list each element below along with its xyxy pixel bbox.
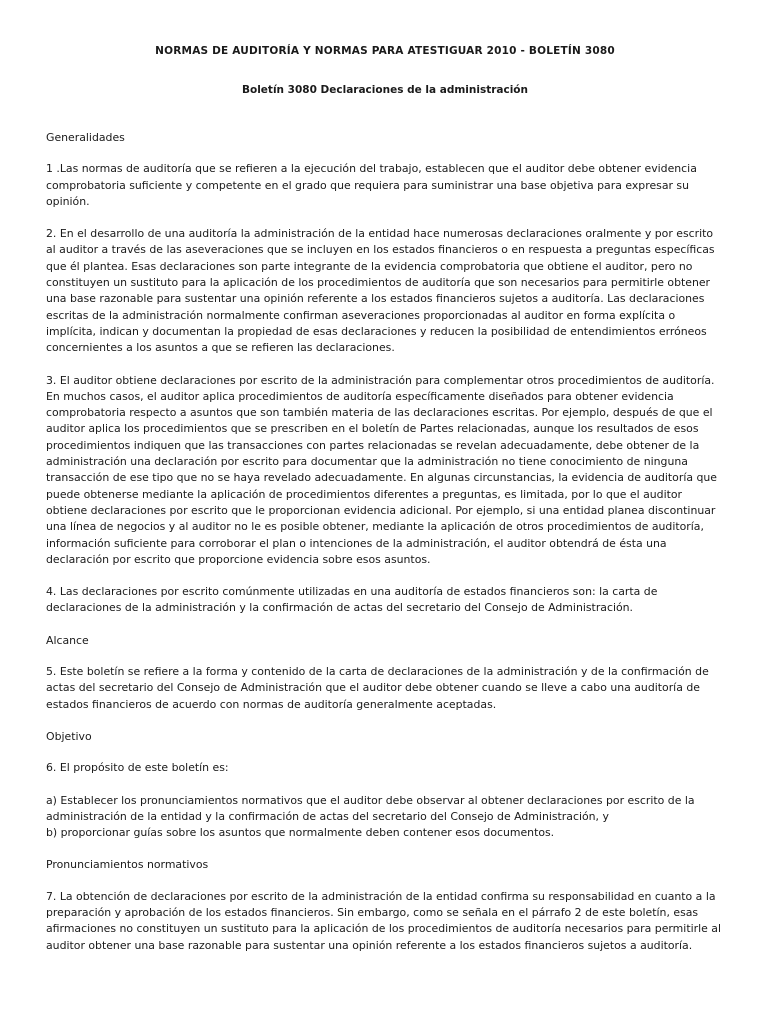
document-subtitle: Boletín 3080 Declaraciones de la administración	[241, 84, 528, 96]
section-heading-pronunciamientos: Pronunciamientos normativos	[46, 858, 209, 872]
paragraph-3: 3. El auditor obtiene declaraciones por escrito de la administración para complementar otros procedimientos de auditoría. En muchos casos, el auditor aplica procedimientos de auditoría específicamente diseñados para obtener evidencia comprobatoria respecto a asuntos que son también materia de las declaraciones escritas. Por ejemplo, después de que el auditor aplica los procedimientos que se prescriben en el boletín de Partes relacionadas, aunque los resultados de esos procedimientos indiquen que las transacciones con partes relacionadas se revelan adecuadamente, debe obtener de la administración una declaración por escrito para documentar que la administración no tiene conocimiento de ninguna transacción de ese tipo que no se haya revelado adecuadamente. En algunas circunstancias, la evidencia de auditoría que puede obtenerse mediante la aplicación de procedimientos diferentes a preguntas, es limitada, por lo que el auditor obtiene declaraciones por escrito que le proporcionan evidencia adicional. Por ejemplo, si una entidad planea discontinuar una línea de negocios y al auditor no le es posible obtener, mediante la aplicación de otros procedimientos de auditoría, información suficiente para corroborar el plan o intenciones de la administración, el auditor obtendrá de ésta una declaración por escrito que proporcione evidencia sobre esos asuntos.	[46, 373, 718, 566]
paragraph-6b: b) proporcionar guías sobre los asuntos que normalmente deben contener esos documentos.	[46, 826, 555, 840]
paragraph-1: 1 .Las normas de auditoría que se refieren a la ejecución del trabajo, establecen que el auditor debe obtener evidencia comprobatoria suficiente y competente en el grado que requiera para suministrar una base objetiva para expresar su opinión.	[46, 162, 697, 208]
section-heading-generalidades: Generalidades	[46, 131, 125, 144]
paragraph-6: 6. El propósito de este boletín es:	[46, 761, 229, 775]
paragraph-5: 5. Este boletín se refiere a la forma y contenido de la carta de declaraciones de la administración y de la confirmación de actas del secretario del Consejo de Administración que el auditor debe obtener cuando se lleve a cabo una auditoría de estados financieros de acuerdo con normas de auditoría generalmente aceptadas.	[46, 665, 709, 711]
paragraph-7: 7. La obtención de declaraciones por escrito de la administración de la entidad confirma su responsabilidad en cuanto a la preparación y aprobación de los estados financieros. Sin embargo, como se señala en el párrafo 2 de este boletín, esas afirmaciones no constituyen un sustituto para la aplicación de los procedimientos de auditoría necesarios para permitirle al auditor obtener una base razonable para sustentar una opinión referente a los estados financieros sujetos a auditoría.	[46, 889, 721, 952]
section-heading-alcance: Alcance	[46, 633, 89, 647]
document-title: NORMAS DE AUDITORÍA Y NORMAS PARA ATESTIGUAR 2010 - BOLETÍN 3080	[155, 45, 615, 57]
section-heading-objetivo: Objetivo	[46, 729, 92, 743]
paragraph-6a: a) Establecer los pronunciamientos normativos que el auditor debe observar al obtener declaraciones por escrito de la administración de la entidad y la confirmación de actas del secretario del Consejo de Administración, y	[46, 793, 695, 823]
paragraph-2: 2. En el desarrollo de una auditoría la administración de la entidad hace numerosas declaraciones oralmente y por escrito al auditor a través de las aseveraciones que se incluyen en los estados financieros o en respuesta a preguntas específicas que él plantea. Esas declaraciones son parte integrante de la evidencia comprobatoria que obtiene el auditor, pero no constituyen un sustituto para la aplicación de los procedimientos de auditoría que son necesarios para permitirle obtener una base razonable para sustentar una opinión referente a los estados financieros sujetos a auditoría. Las declaraciones escritas de la administración normalmente confirman aseveraciones proporcionadas al auditor en forma explícita o implícita, indican y documentan la propiedad de esas declaraciones y reducen la posibilidad de entendimientos erróneos concernientes a los asuntos a que se refieren las declaraciones.	[46, 227, 715, 355]
paragraph-4: 4. Las declaraciones por escrito comúnmente utilizadas en una auditoría de estados financieros son: la carta de declaraciones de la administración y la confirmación de actas del secretario del Consejo de Administración.	[46, 585, 658, 615]
